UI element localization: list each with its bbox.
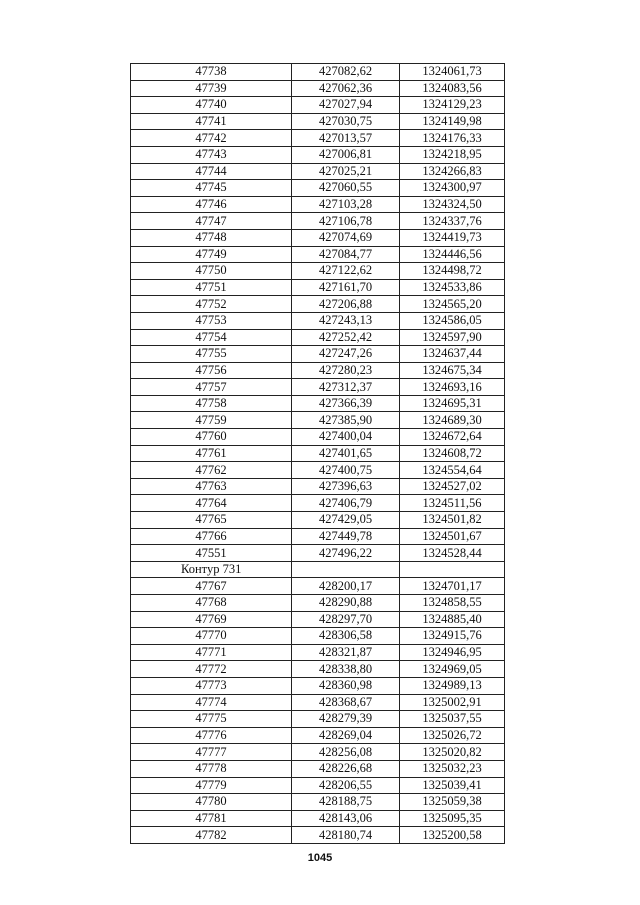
y-coordinate-cell: 1324693,16 [400, 379, 505, 396]
x-coordinate-cell: 427496,22 [292, 545, 400, 562]
point-number-cell: 47776 [131, 727, 292, 744]
point-number-cell: 47741 [131, 113, 292, 130]
y-coordinate-cell: 1324946,95 [400, 644, 505, 661]
x-coordinate-cell: 427030,75 [292, 113, 400, 130]
x-coordinate-cell: 427400,75 [292, 462, 400, 479]
point-number-cell: 47762 [131, 462, 292, 479]
y-coordinate-cell: 1324527,02 [400, 478, 505, 495]
point-number-cell: 47775 [131, 711, 292, 728]
point-number-cell: 47767 [131, 578, 292, 595]
x-coordinate-cell: 428256,08 [292, 744, 400, 761]
point-number-cell: 47766 [131, 528, 292, 545]
point-number-cell: 47740 [131, 97, 292, 114]
y-coordinate-cell: 1324689,30 [400, 412, 505, 429]
y-coordinate-cell: 1324083,56 [400, 80, 505, 97]
table-row [131, 727, 505, 744]
coordinates-table-body [131, 64, 505, 844]
point-number-cell: 47763 [131, 478, 292, 495]
table-row [131, 163, 505, 180]
y-coordinate-cell: 1324129,23 [400, 97, 505, 114]
table-row [131, 64, 505, 81]
x-coordinate-cell: 427396,63 [292, 478, 400, 495]
x-coordinate-cell: 427366,39 [292, 395, 400, 412]
x-coordinate-cell: 427449,78 [292, 528, 400, 545]
x-coordinate-cell: 428279,39 [292, 711, 400, 728]
y-coordinate-cell: 1324989,13 [400, 677, 505, 694]
y-coordinate-cell: 1324501,67 [400, 528, 505, 545]
y-coordinate-cell: 1324915,76 [400, 628, 505, 645]
y-coordinate-cell: 1324858,55 [400, 595, 505, 612]
section-header-row [131, 561, 505, 578]
y-coordinate-cell: 1324608,72 [400, 445, 505, 462]
table-row [131, 180, 505, 197]
x-coordinate-cell: 427106,78 [292, 213, 400, 230]
point-number-cell: 47755 [131, 346, 292, 363]
x-coordinate-cell: 427243,13 [292, 312, 400, 329]
table-row [131, 379, 505, 396]
x-coordinate-cell: 427429,05 [292, 512, 400, 529]
point-number-cell: 47773 [131, 677, 292, 694]
point-number-cell: 47768 [131, 595, 292, 612]
y-coordinate-cell: 1324565,20 [400, 296, 505, 313]
y-coordinate-cell: 1324597,90 [400, 329, 505, 346]
x-coordinate-cell: 427060,55 [292, 180, 400, 197]
table-row [131, 279, 505, 296]
table-row [131, 595, 505, 612]
y-coordinate-cell: 1325002,91 [400, 694, 505, 711]
point-number-cell: 47753 [131, 312, 292, 329]
y-coordinate-cell: 1324511,56 [400, 495, 505, 512]
point-number-cell: 47752 [131, 296, 292, 313]
point-number-cell: 47774 [131, 694, 292, 711]
table-row [131, 362, 505, 379]
y-coordinate-cell: 1324324,50 [400, 196, 505, 213]
point-number-cell: 47771 [131, 644, 292, 661]
x-coordinate-cell: 428306,58 [292, 628, 400, 645]
x-coordinate-cell: 428200,17 [292, 578, 400, 595]
table-row [131, 246, 505, 263]
table-row [131, 545, 505, 562]
table-row [131, 445, 505, 462]
y-coordinate-cell: 1324695,31 [400, 395, 505, 412]
section-title: Контур 731 [131, 561, 292, 578]
table-row [131, 395, 505, 412]
point-number-cell: 47746 [131, 196, 292, 213]
x-coordinate-cell: 427006,81 [292, 146, 400, 163]
table-row [131, 694, 505, 711]
y-coordinate-cell: 1325020,82 [400, 744, 505, 761]
y-coordinate-cell: 1325037,55 [400, 711, 505, 728]
table-row [131, 113, 505, 130]
x-coordinate-cell: 427400,04 [292, 429, 400, 446]
point-number-cell: 47772 [131, 661, 292, 678]
point-number-cell: 47780 [131, 794, 292, 811]
point-number-cell: 47754 [131, 329, 292, 346]
x-coordinate-cell: 427084,77 [292, 246, 400, 263]
point-number-cell: 47743 [131, 146, 292, 163]
y-coordinate-cell: 1324586,05 [400, 312, 505, 329]
table-row [131, 263, 505, 280]
table-row [131, 213, 505, 230]
x-coordinate-cell: 427206,88 [292, 296, 400, 313]
table-row [131, 312, 505, 329]
y-coordinate-cell: 1324969,05 [400, 661, 505, 678]
x-coordinate-cell: 427027,94 [292, 97, 400, 114]
y-coordinate-cell: 1324498,72 [400, 263, 505, 280]
x-coordinate-cell: 427161,70 [292, 279, 400, 296]
y-coordinate-cell: 1324419,73 [400, 229, 505, 246]
point-number-cell: 47750 [131, 263, 292, 280]
table-row [131, 296, 505, 313]
point-number-cell: 47738 [131, 64, 292, 81]
table-row [131, 130, 505, 147]
y-coordinate-cell: 1325095,35 [400, 810, 505, 827]
table-row [131, 495, 505, 512]
y-coordinate-cell: 1324533,86 [400, 279, 505, 296]
y-coordinate-cell: 1325026,72 [400, 727, 505, 744]
y-coordinate-cell: 1324501,82 [400, 512, 505, 529]
y-coordinate-cell: 1324672,64 [400, 429, 505, 446]
point-number-cell: 47744 [131, 163, 292, 180]
table-row [131, 229, 505, 246]
y-coordinate-cell: 1325200,58 [400, 827, 505, 844]
y-coordinate-cell: 1325032,23 [400, 760, 505, 777]
table-row [131, 346, 505, 363]
table-row [131, 462, 505, 479]
coordinates-table [130, 63, 505, 844]
y-coordinate-cell: 1324675,34 [400, 362, 505, 379]
table-row [131, 429, 505, 446]
point-number-cell: 47757 [131, 379, 292, 396]
x-coordinate-cell: 428338,80 [292, 661, 400, 678]
x-coordinate-cell: 428360,98 [292, 677, 400, 694]
point-number-cell: 47745 [131, 180, 292, 197]
y-coordinate-cell: 1325039,41 [400, 777, 505, 794]
x-coordinate-cell: 428368,67 [292, 694, 400, 711]
point-number-cell: 47751 [131, 279, 292, 296]
y-coordinate-cell: 1324300,97 [400, 180, 505, 197]
point-number-cell: 47739 [131, 80, 292, 97]
point-number-cell: 47749 [131, 246, 292, 263]
x-coordinate-cell: 427025,21 [292, 163, 400, 180]
table-row [131, 644, 505, 661]
y-coordinate-cell: 1324554,64 [400, 462, 505, 479]
point-number-cell: 47760 [131, 429, 292, 446]
x-coordinate-cell: 427247,26 [292, 346, 400, 363]
y-coordinate-cell: 1324701,17 [400, 578, 505, 595]
x-coordinate-cell: 427252,42 [292, 329, 400, 346]
table-row [131, 478, 505, 495]
point-number-cell: 47782 [131, 827, 292, 844]
point-number-cell: 47747 [131, 213, 292, 230]
point-number-cell: 47764 [131, 495, 292, 512]
y-coordinate-cell: 1324637,44 [400, 346, 505, 363]
y-coordinate-cell: 1324266,83 [400, 163, 505, 180]
x-coordinate-cell: 427062,36 [292, 80, 400, 97]
point-number-cell: 47748 [131, 229, 292, 246]
x-coordinate-cell: 428206,55 [292, 777, 400, 794]
table-row [131, 611, 505, 628]
point-number-cell: 47779 [131, 777, 292, 794]
y-coordinate-cell: 1324149,98 [400, 113, 505, 130]
table-row [131, 196, 505, 213]
table-row [131, 146, 505, 163]
table-row [131, 512, 505, 529]
point-number-cell: 47769 [131, 611, 292, 628]
x-coordinate-cell: 428143,06 [292, 810, 400, 827]
x-coordinate-cell: 428226,68 [292, 760, 400, 777]
table-row [131, 827, 505, 844]
x-coordinate-cell: 428290,88 [292, 595, 400, 612]
table-row [131, 744, 505, 761]
point-number-cell: 47770 [131, 628, 292, 645]
table-row [131, 760, 505, 777]
point-number-cell: 47756 [131, 362, 292, 379]
table-row [131, 777, 505, 794]
point-number-cell: 47777 [131, 744, 292, 761]
x-coordinate-cell: 428188,75 [292, 794, 400, 811]
x-coordinate-cell: 427082,62 [292, 64, 400, 81]
table-row [131, 711, 505, 728]
point-number-cell: 47778 [131, 760, 292, 777]
x-coordinate-cell: 427122,62 [292, 263, 400, 280]
point-number-cell: 47781 [131, 810, 292, 827]
y-coordinate-cell: 1324218,95 [400, 146, 505, 163]
y-coordinate-cell: 1324446,56 [400, 246, 505, 263]
x-coordinate-cell: 428297,70 [292, 611, 400, 628]
x-coordinate-cell: 427013,57 [292, 130, 400, 147]
table-row [131, 80, 505, 97]
x-coordinate-cell: 428321,87 [292, 644, 400, 661]
point-number-cell: 47742 [131, 130, 292, 147]
y-coordinate-cell: 1324885,40 [400, 611, 505, 628]
x-coordinate-cell: 427280,23 [292, 362, 400, 379]
point-number-cell: 47765 [131, 512, 292, 529]
x-coordinate-cell: 428269,04 [292, 727, 400, 744]
table-row [131, 661, 505, 678]
empty-cell [292, 561, 400, 578]
page-number: 1045 [307, 852, 333, 864]
point-number-cell: 47761 [131, 445, 292, 462]
y-coordinate-cell: 1324337,76 [400, 213, 505, 230]
x-coordinate-cell: 427312,37 [292, 379, 400, 396]
empty-cell [400, 561, 505, 578]
point-number-cell: 47759 [131, 412, 292, 429]
x-coordinate-cell: 427401,65 [292, 445, 400, 462]
table-row [131, 628, 505, 645]
table-row [131, 97, 505, 114]
table-row [131, 794, 505, 811]
table-row [131, 329, 505, 346]
y-coordinate-cell: 1324061,73 [400, 64, 505, 81]
table-row [131, 810, 505, 827]
table-row [131, 578, 505, 595]
x-coordinate-cell: 427074,69 [292, 229, 400, 246]
table-row [131, 412, 505, 429]
y-coordinate-cell: 1324176,33 [400, 130, 505, 147]
table-row [131, 528, 505, 545]
x-coordinate-cell: 427385,90 [292, 412, 400, 429]
x-coordinate-cell: 427103,28 [292, 196, 400, 213]
x-coordinate-cell: 427406,79 [292, 495, 400, 512]
point-number-cell: 47551 [131, 545, 292, 562]
table-row [131, 677, 505, 694]
y-coordinate-cell: 1325059,38 [400, 794, 505, 811]
y-coordinate-cell: 1324528,44 [400, 545, 505, 562]
x-coordinate-cell: 428180,74 [292, 827, 400, 844]
point-number-cell: 47758 [131, 395, 292, 412]
